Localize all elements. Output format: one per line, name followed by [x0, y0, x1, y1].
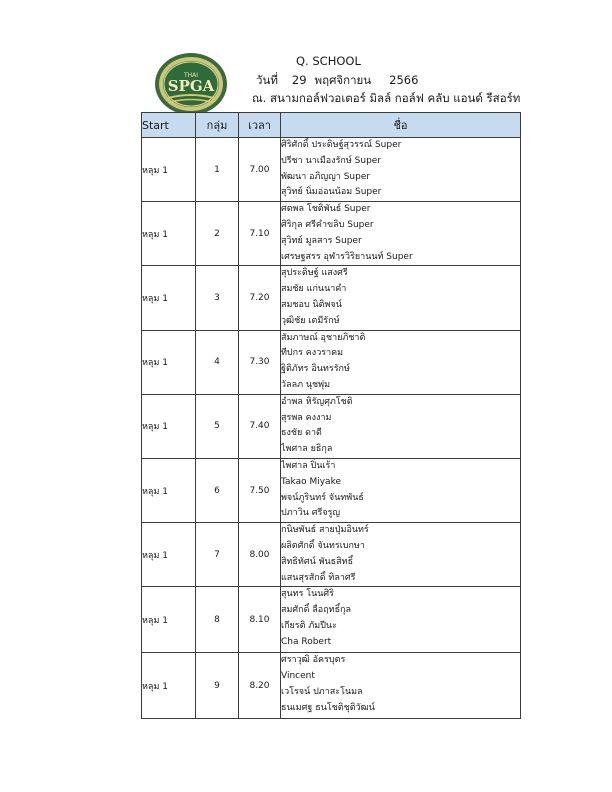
- column-header-group: กลุ่ม: [196, 113, 239, 138]
- names-cell: [281, 458, 521, 522]
- player-name: สิทธิทัศน์ พันธสิทธิ์: [281, 556, 354, 567]
- player-name: Takao Miyake: [281, 476, 341, 487]
- player-name: อำพล หิรัญศุภโชติ: [281, 396, 353, 407]
- player-name: วุฒิชัย เตมีรักษ์: [281, 315, 340, 326]
- names-cell: [281, 394, 521, 458]
- player-name: สุวิทย์ นิ่มอ่อนน้อม Super: [281, 187, 382, 198]
- table-row: [142, 394, 521, 458]
- player-name: เวโรจน์ ปภาสะโนมล: [281, 686, 363, 697]
- group-cell: 1: [196, 138, 239, 202]
- time-cell: 7.40: [239, 394, 281, 458]
- player-name: ธงชัย ดาดี: [281, 428, 322, 439]
- player-name: สมชอบ นิติพจน์: [281, 299, 342, 310]
- player-name: ไพศาล ยธิกุล: [281, 444, 333, 455]
- player-name: เกียรติ ภัมปีนะ: [281, 620, 337, 631]
- start-cell: หลุม 1: [142, 587, 196, 653]
- player-name: ปรีชา นาเมืองรักษ์ Super: [281, 155, 382, 166]
- start-cell: หลุม 1: [142, 653, 196, 719]
- time-cell: 7.10: [239, 202, 281, 266]
- date-line: [256, 72, 418, 90]
- player-name: ธนเมศฐ ธนโชติชุติวัฒน์: [281, 702, 375, 713]
- group-cell: 7: [196, 523, 239, 587]
- player-name: แสนสุรสักดิ์ ทิลาศรี: [281, 572, 356, 583]
- date-month: พฤศจิกายน: [314, 73, 372, 87]
- group-cell: 4: [196, 330, 239, 394]
- start-cell: หลุม 1: [142, 202, 196, 266]
- player-name: สุประดิษฐ์ แสงศรี: [281, 268, 348, 279]
- svg-text:SPGA: SPGA: [167, 77, 215, 95]
- column-header-time: เวลา: [239, 113, 281, 138]
- player-name: ผลิตศักดิ์ จันทรเบกษา: [281, 540, 365, 551]
- table-row: [142, 202, 521, 266]
- player-name: พัฒนา อภิญญา Super: [281, 171, 371, 182]
- group-cell: 6: [196, 458, 239, 522]
- table-row: [142, 587, 521, 653]
- player-name: วัลลภ นุชพุ่ม: [281, 379, 331, 390]
- table-row: [142, 458, 521, 522]
- start-cell: หลุม 1: [142, 138, 196, 202]
- names-cell: [281, 266, 521, 330]
- document-title: Q. SCHOOL: [296, 54, 361, 68]
- table-row: [142, 653, 521, 719]
- player-name: สัมภาษณ์ อุชายภิชาติ: [281, 332, 366, 343]
- time-cell: 8.10: [239, 587, 281, 653]
- player-name: สุรพล คงงาม: [281, 412, 332, 423]
- time-cell: 8.20: [239, 653, 281, 719]
- group-cell: 8: [196, 587, 239, 653]
- names-cell: [281, 202, 521, 266]
- names-cell: [281, 653, 521, 719]
- names-cell: [281, 523, 521, 587]
- player-name: ศิริศักดิ์ ประดิษฐ์สุวรรณ์ Super: [281, 140, 402, 150]
- start-cell: หลุม 1: [142, 523, 196, 587]
- player-name: ปภาวิน ศรีจรูญ: [281, 508, 341, 519]
- player-name: พจน์ภูรินทร์ จันทพันธ์: [281, 492, 364, 503]
- group-cell: 9: [196, 653, 239, 719]
- venue-line: ณ. สนามกอล์ฟวอเตอร์ มิลล์ กอล์ฟ คลับ แอนด์ รีสอร์ท: [252, 91, 521, 105]
- time-cell: 7.50: [239, 458, 281, 522]
- player-name: สมศักดิ์ ลือฤทธิ์กุล: [281, 605, 352, 616]
- player-name: ศิริกุล ศรีคำขลิบ Super: [281, 219, 374, 230]
- start-cell: หลุม 1: [142, 266, 196, 330]
- svg-text:THAI: THAI: [183, 72, 199, 79]
- player-name: ฐิติภัทร อินทรรักษ์: [281, 364, 350, 375]
- time-cell: 7.30: [239, 330, 281, 394]
- group-cell: 2: [196, 202, 239, 266]
- names-cell: [281, 587, 521, 653]
- time-cell: 7.20: [239, 266, 281, 330]
- player-name: สมชัย แก่นนาคำ: [281, 284, 347, 295]
- player-name: ศราวุฒิ อัครบุตร: [281, 655, 346, 666]
- tee-time-table: [141, 112, 521, 719]
- player-name: กนิษพันธ์ สายปุ่มอินทร์: [281, 525, 369, 536]
- start-cell: หลุม 1: [142, 394, 196, 458]
- names-cell: [281, 330, 521, 394]
- start-cell: หลุม 1: [142, 458, 196, 522]
- group-cell: 3: [196, 266, 239, 330]
- column-header-names: ชื่อ: [281, 113, 521, 138]
- player-name: ทีปกร คงวราคม: [281, 348, 344, 359]
- table-row: [142, 330, 521, 394]
- player-name: สุนทร โนนศิริ: [281, 589, 334, 600]
- table-header-row: [142, 113, 521, 138]
- table-row: [142, 266, 521, 330]
- player-name: ไพศาล ปิ่นเร้า: [281, 460, 336, 471]
- column-header-start: Start: [142, 113, 196, 138]
- time-cell: 8.00: [239, 523, 281, 587]
- document-header: [0, 52, 612, 112]
- player-name: ศตพล โชติพันธ์ Super: [281, 204, 371, 215]
- player-name: เศรษฐสรร อุฬารวิริยานนท์ Super: [281, 251, 413, 262]
- date-day: 29: [291, 73, 307, 87]
- date-label: วันที่: [256, 73, 278, 87]
- start-cell: หลุม 1: [142, 330, 196, 394]
- table-row: [142, 523, 521, 587]
- player-name: Vincent: [281, 671, 315, 682]
- player-name: สุวิทย์ มูลสาร Super: [281, 235, 362, 246]
- names-cell: [281, 138, 521, 202]
- time-cell: 7.00: [239, 138, 281, 202]
- table-row: [142, 138, 521, 202]
- player-name: Cha Robert: [281, 636, 332, 647]
- date-year: 2566: [389, 73, 419, 87]
- group-cell: 5: [196, 394, 239, 458]
